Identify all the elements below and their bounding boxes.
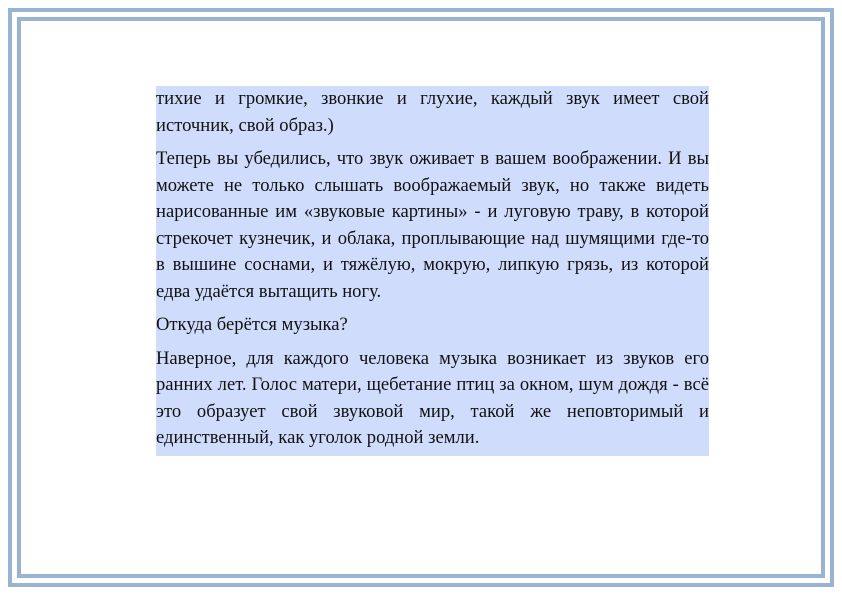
paragraph-sound-sources: тихие и громкие, звонкие и глухие, каждый звук имеет свой источник, свой образ.) — [156, 88, 709, 136]
slide-text-block — [156, 86, 709, 456]
paragraph-imagined-sound: Теперь вы убедились, что звук оживает в вашем воображении. И вы можете не только слышать воображаемый звук, но также видеть нарисованные им «звуковые картины» - и луговую траву, в которой стрекочет кузнечик, и облака, проплывающие над шумящими где-то в вышине соснами, и тяжёлую, мокрую, липкую грязь, из которой едва удаётся вытащить ногу. — [156, 148, 709, 302]
paragraph-question: Откуда берётся музыка? — [156, 314, 348, 335]
paragraph-music-origin: Наверное, для каждого человека музыка возникает из звуков его ранних лет. Голос матери, щебетание птиц за окном, шум дождя - всё это образует свой звуковой мир, такой же неповторимый и единственный, как уголок родной земли. — [156, 347, 709, 448]
